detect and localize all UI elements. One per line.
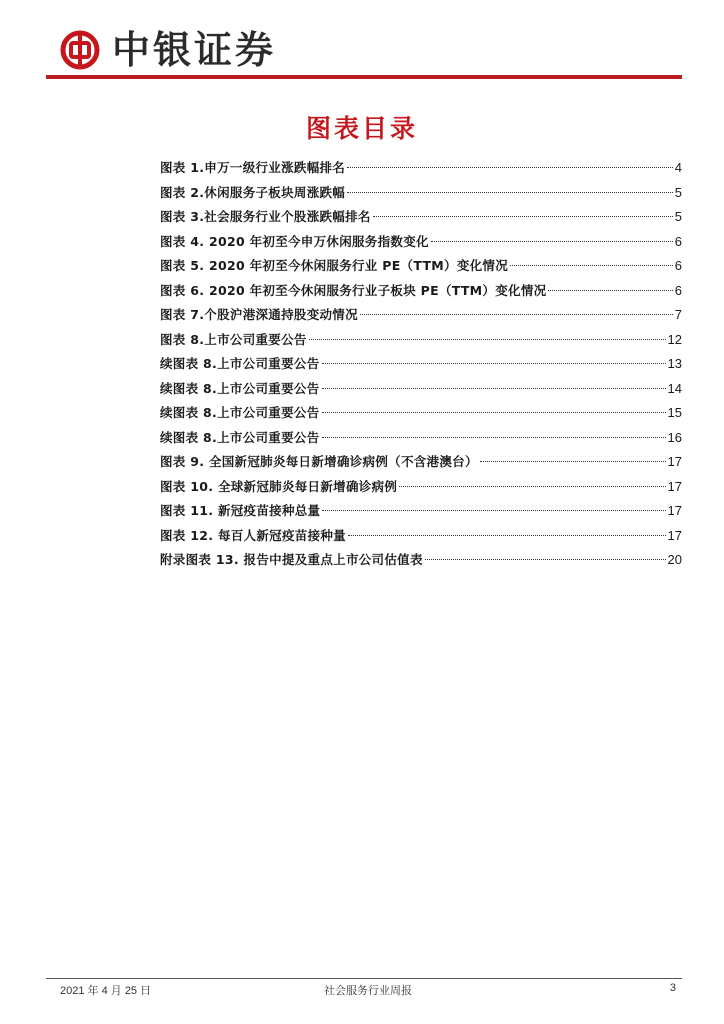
toc-entry-label: 续图表 8.上市公司重要公告 (160, 405, 320, 420)
toc-entry-label: 图表 11. 新冠疫苗接种总量 (160, 503, 321, 518)
toc-leader-dots (347, 192, 673, 193)
toc-entry-page: 12 (667, 331, 682, 347)
toc-entry-label: 图表 6. 2020 年初至今休闲服务行业子板块 PE（TTM）变化情况 (160, 282, 547, 298)
toc-entry[interactable] (160, 450, 682, 475)
toc-entry[interactable] (160, 254, 682, 279)
toc-entry-page: 17 (667, 478, 682, 494)
toc-entry[interactable] (160, 475, 682, 500)
toc-leader-dots (309, 339, 666, 340)
toc-entry[interactable] (160, 230, 682, 255)
toc-leader-dots (360, 314, 673, 315)
toc-entry-page: 4 (674, 160, 682, 175)
footer-date: 2021 年 4 月 25 日 (60, 985, 152, 997)
toc-entry-label: 图表 1.申万一级行业涨跌幅排名 (160, 160, 346, 175)
brand-name: 中银证券 (112, 27, 277, 72)
table-of-figures (160, 156, 682, 573)
toc-leader-dots (348, 535, 666, 536)
toc-entry-page: 17 (667, 527, 682, 543)
toc-entry[interactable] (160, 377, 682, 402)
toc-entry[interactable] (160, 279, 682, 304)
toc-entry[interactable] (160, 401, 682, 426)
toc-entry-page: 6 (674, 258, 682, 273)
toc-leader-dots (431, 241, 673, 242)
toc-entry[interactable] (160, 156, 682, 181)
footer-divider (46, 978, 682, 979)
toc-entry[interactable] (160, 524, 682, 549)
toc-entry-label: 续图表 8.上市公司重要公告 (160, 380, 320, 396)
toc-entry[interactable] (160, 426, 682, 451)
toc-entry[interactable] (160, 181, 682, 206)
toc-leader-dots (322, 510, 665, 511)
footer-page-number: 3 (669, 982, 676, 994)
toc-entry-label: 图表 5. 2020 年初至今休闲服务行业 PE（TTM）变化情况 (160, 258, 509, 273)
toc-leader-dots (373, 216, 673, 217)
toc-entry-page: 14 (667, 380, 682, 396)
toc-leader-dots (480, 461, 666, 462)
toc-entry[interactable] (160, 548, 682, 573)
toc-leader-dots (322, 412, 666, 413)
toc-entry-label: 图表 7.个股沪港深通持股变动情况 (160, 307, 358, 322)
toc-entry-label: 图表 2.休闲服务子板块周涨跌幅 (160, 184, 346, 200)
toc-entry-label: 图表 12. 每百人新冠疫苗接种量 (160, 527, 346, 543)
header-divider (46, 75, 682, 79)
toc-leader-dots (425, 559, 666, 560)
toc-entry-page: 6 (674, 282, 682, 298)
bank-of-china-logo-icon (60, 30, 100, 70)
toc-entry[interactable] (160, 499, 682, 524)
toc-entry-label: 图表 8.上市公司重要公告 (160, 331, 307, 347)
toc-leader-dots (322, 437, 666, 438)
toc-entry-page: 7 (674, 307, 682, 322)
toc-leader-dots (548, 290, 672, 291)
toc-entry-page: 17 (667, 454, 682, 469)
toc-entry-label: 附录图表 13. 报告中提及重点上市公司估值表 (160, 552, 423, 567)
toc-entry-page: 13 (667, 356, 682, 371)
toc-entry-label: 图表 9. 全国新冠肺炎每日新增确诊病例（不含港澳台） (160, 454, 478, 469)
toc-entry-page: 5 (674, 184, 682, 200)
page-header (0, 0, 724, 82)
toc-entry-page: 17 (667, 503, 682, 518)
toc-entry-label: 续图表 8.上市公司重要公告 (160, 429, 320, 445)
toc-entry-page: 16 (667, 429, 682, 445)
toc-entry-page: 15 (667, 405, 682, 420)
toc-leader-dots (347, 167, 673, 168)
toc-leader-dots (322, 388, 666, 389)
toc-entry-label: 图表 10. 全球新冠肺炎每日新增确诊病例 (160, 478, 398, 494)
toc-entry[interactable] (160, 303, 682, 328)
toc-leader-dots (399, 486, 665, 487)
toc-entry-page: 6 (674, 233, 682, 249)
toc-leader-dots (510, 265, 673, 266)
toc-entry-label: 续图表 8.上市公司重要公告 (160, 356, 320, 371)
toc-leader-dots (322, 363, 666, 364)
footer-report-name: 社会服务行业周报 (324, 984, 412, 997)
toc-title: 图表目录 (305, 114, 418, 143)
toc-entry-label: 图表 3.社会服务行业个股涨跌幅排名 (160, 209, 371, 224)
toc-entry[interactable] (160, 205, 682, 230)
toc-entry[interactable] (160, 328, 682, 353)
toc-entry-page: 5 (674, 209, 682, 224)
page-footer (60, 982, 676, 1000)
toc-entry[interactable] (160, 352, 682, 377)
toc-entry-page: 20 (667, 552, 682, 567)
toc-entry-label: 图表 4. 2020 年初至今申万休闲服务指数变化 (160, 233, 429, 249)
